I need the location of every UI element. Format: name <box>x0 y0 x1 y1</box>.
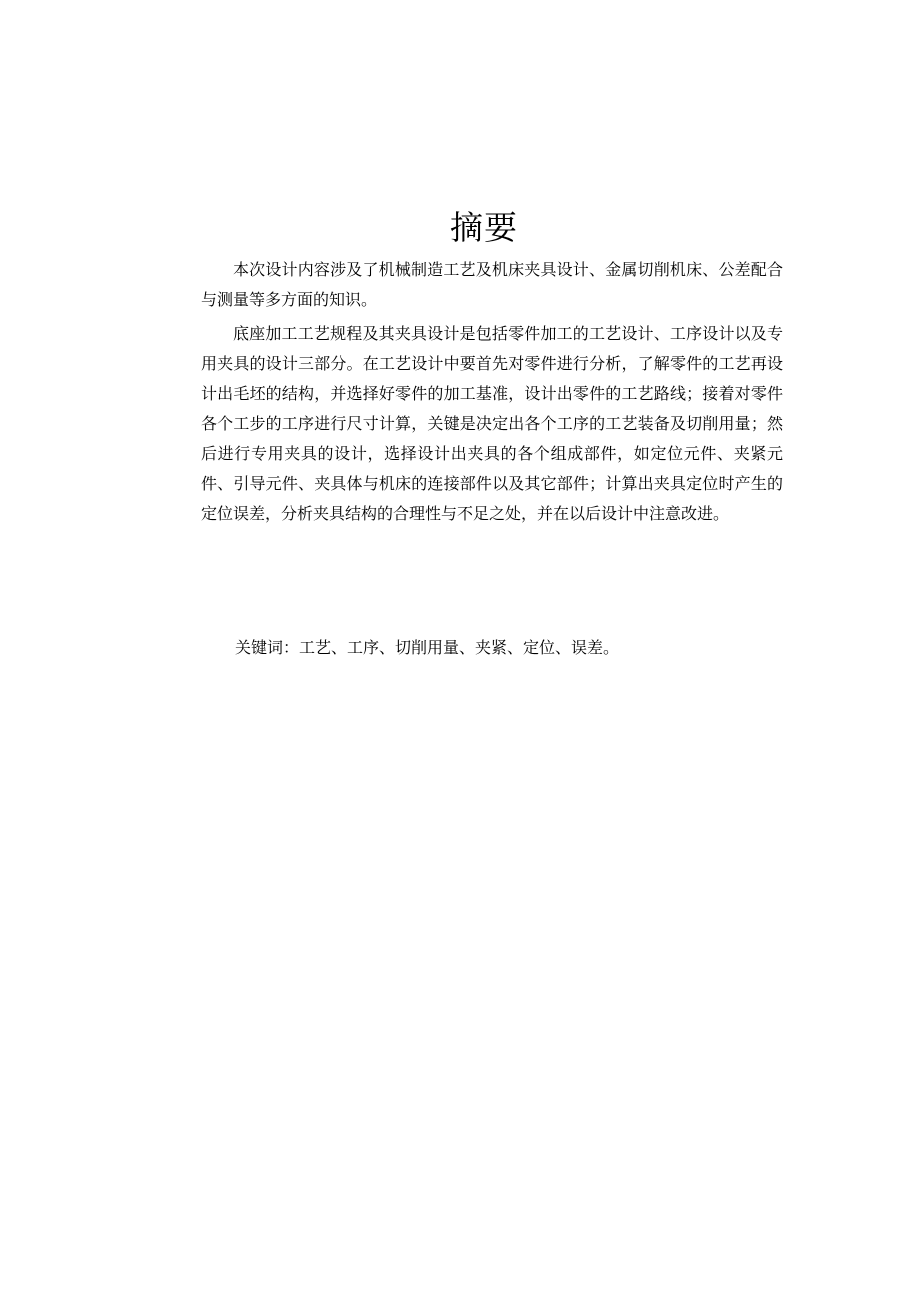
abstract-title: 摘要 <box>450 208 518 247</box>
abstract-paragraph-1: 本次设计内容涉及了机械制造工艺及机床夹具设计、金属切削机床、公差配合与测量等多方面的知识。 <box>201 260 783 309</box>
keywords-line: 关键词：工艺、工序、切削用量、夹紧、定位、误差。 <box>235 638 620 657</box>
abstract-paragraph-2: 底座加工工艺规程及其夹具设计是包括零件加工的工艺设计、工序设计以及专用夹具的设计三部分。在工艺设计中要首先对零件进行分析，了解零件的工艺再设计出毛坯的结构，并选择好零件的加工基准，设计出零件的工艺路线；接着对零件各个工步的工序进行尺寸计算，关键是决定出各个工序的工艺装备及切削用量；然后进行专用夹具的设计，选择设计出夹具的各个组成部件，如定位元件、夹紧元件、引导元件、夹具体与机床的连接部件以及其它部件；计算出夹具定位时产生的定位误差，分析夹具结构的合理性与不足之处，并在以后设计中注意改进。 <box>201 324 783 523</box>
abstract-body <box>201 255 783 529</box>
